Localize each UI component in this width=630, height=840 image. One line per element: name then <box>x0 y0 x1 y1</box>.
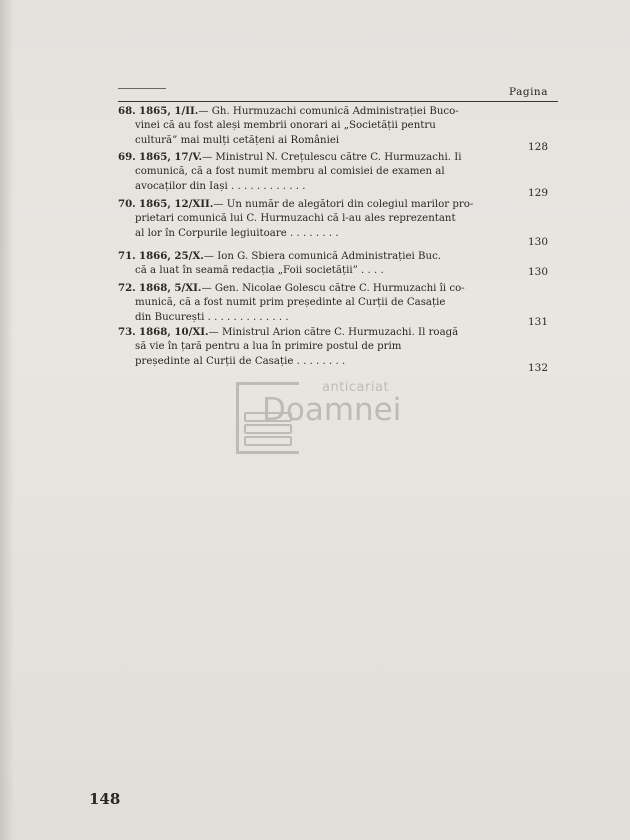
entry-text-line: că a luat în seamă redacția „Foii societății” . . . . <box>135 265 384 277</box>
entry-text-line: — Un număr de alegători din colegiul marilor pro- <box>213 199 474 210</box>
entry-page-number: 130 <box>527 266 548 278</box>
binding-shadow <box>0 0 14 840</box>
entry-number: 72. <box>118 282 136 294</box>
entry-number: 68. <box>118 105 136 117</box>
toc-entry-72 <box>118 281 502 325</box>
footer-page-number: 148 <box>89 790 121 808</box>
toc-entry-71 <box>118 249 502 279</box>
entry-date: 1865, 1/II. <box>138 105 199 117</box>
entry-text-line: președinte al Curții de Casație . . . . . . . . <box>135 355 346 367</box>
entry-number: 70. <box>118 198 136 210</box>
toc-entry-68 <box>118 104 502 148</box>
toc-entry-73 <box>118 325 502 369</box>
entry-first-line <box>118 104 502 119</box>
entry-number: 69. <box>118 151 136 163</box>
entry-date: 1866, 25/X. <box>138 250 204 262</box>
entry-text-line: — Ministrul N. Crețulescu către C. Hurmuzachi. Ii <box>202 152 462 163</box>
entry-text-line: să vie în țară pentru a lua în primire postul de prim <box>135 341 402 353</box>
entry-date: 1868, 5/XI. <box>138 282 202 294</box>
header-rule <box>118 101 558 102</box>
entry-page-number: 132 <box>527 362 548 374</box>
entry-text-line: avocaților din Iași . . . . . . . . . . . . <box>135 180 306 192</box>
entry-text-line: din București . . . . . . . . . . . . . <box>135 311 289 323</box>
entry-page-number: 128 <box>527 141 548 153</box>
entry-first-line <box>118 150 502 165</box>
entry-text-line: prietari comunică lui C. Hurmuzachi că l-au ales reprezentant <box>135 213 456 225</box>
entry-page-number: 129 <box>527 187 548 199</box>
watermark-small-text: anticariat <box>322 380 390 395</box>
entry-page-number: 130 <box>527 236 548 248</box>
entry-number: 71. <box>118 250 136 262</box>
toc-entry-70 <box>118 197 502 241</box>
entry-text-line: — Ministrul Arion către C. Hurmuzachi. Il roagă <box>208 327 459 338</box>
entry-text-line: — Gen. Nicolae Golescu către C. Hurmuzachi îi co- <box>201 283 465 294</box>
entry-first-line <box>118 249 502 264</box>
entry-text-line: comunică, că a fost numit membru al comisiei de examen al <box>135 166 445 178</box>
toc-entry-69 <box>118 150 502 194</box>
entry-text-line: al lor în Corpurile legiuitoare . . . . . . . . <box>135 227 339 239</box>
entry-date: 1865, 17/V. <box>138 151 202 163</box>
entry-first-line <box>118 281 502 296</box>
entry-text-line: munică, că a fost numit prim președinte al Curții de Casație <box>135 297 446 309</box>
watermark-logo <box>236 376 416 456</box>
entry-date: 1865, 12/XII. <box>138 198 214 210</box>
entry-date: 1868, 10/XI. <box>138 326 209 338</box>
entry-text-line: — Gh. Hurmuzachi comunică Administrației Buco- <box>198 106 459 117</box>
entry-first-line <box>118 197 502 212</box>
entry-page-number: 131 <box>527 316 548 328</box>
entry-number: 73. <box>118 326 136 338</box>
entry-text-line: — Ion G. Sbiera comunică Administrației Buc. <box>203 251 442 262</box>
watermark-large-text: Doamnei <box>262 392 402 428</box>
header-rule-short <box>118 88 166 89</box>
page-column-header: Pagina <box>509 86 548 98</box>
entry-text-line: cultură” mai mulți cetățeni ai României <box>135 134 340 146</box>
entry-first-line <box>118 325 502 340</box>
entry-text-line: vinei că au fost aleși membrii onorari ai „Societății pentru <box>135 120 436 132</box>
